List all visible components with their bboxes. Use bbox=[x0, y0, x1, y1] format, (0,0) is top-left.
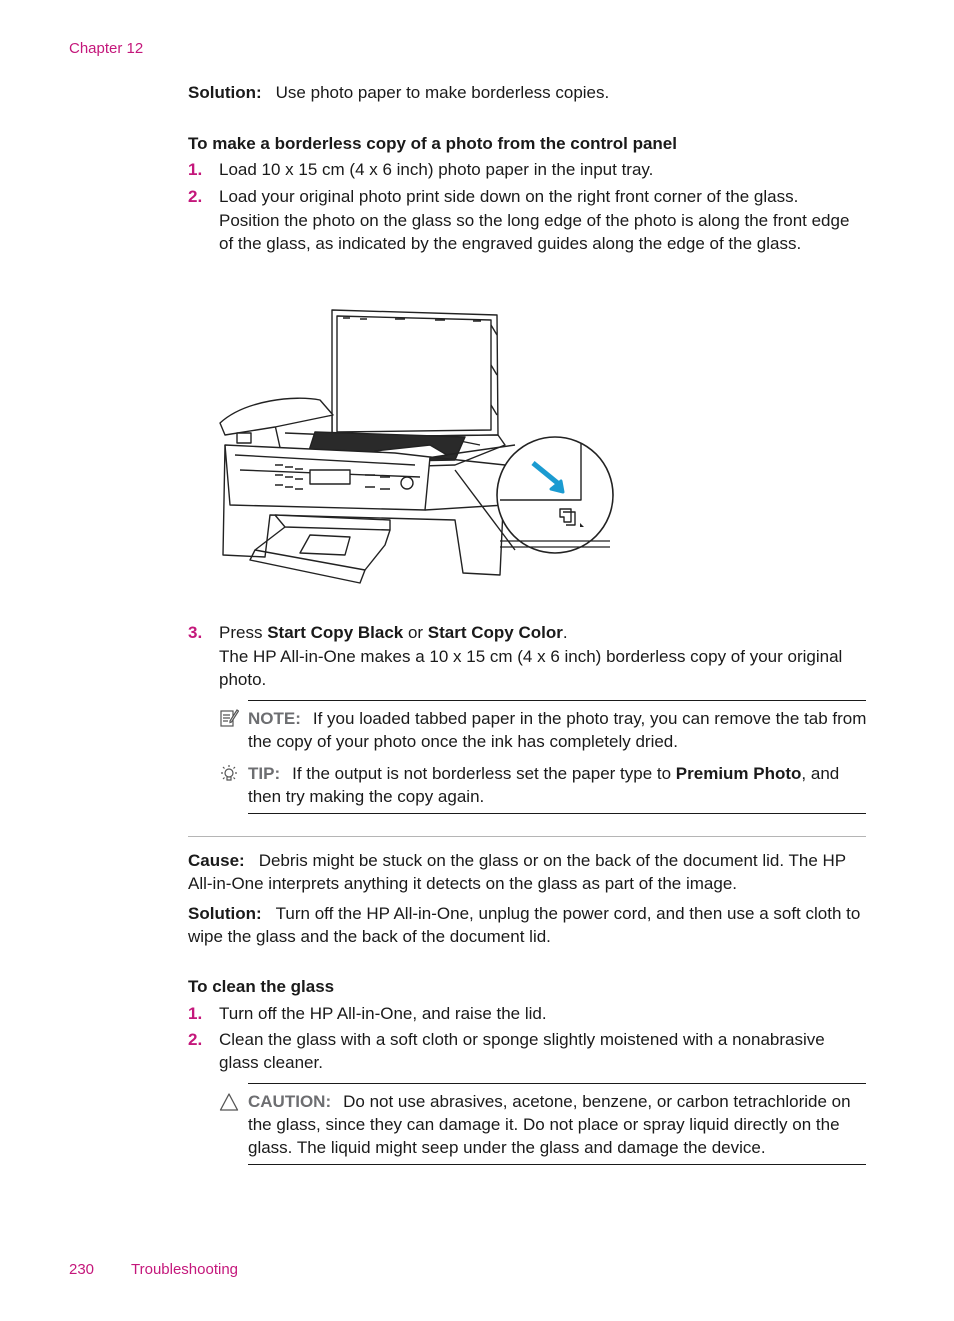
step-text: Turn off the HP All-in-One, and raise the lid. bbox=[219, 1004, 547, 1023]
step-text: Load 10 x 15 cm (4 x 6 inch) photo paper in the input tray. bbox=[219, 160, 654, 179]
caution-label: CAUTION: bbox=[248, 1092, 332, 1111]
note-top-rule bbox=[248, 700, 866, 701]
caution-bottom-rule bbox=[248, 1164, 866, 1165]
step-text: Load your original photo print side down on the right front corner of the glass. bbox=[219, 187, 799, 206]
printer-illustration bbox=[215, 305, 620, 590]
note-bottom-rule bbox=[248, 813, 866, 814]
start-copy-black-label: Start Copy Black bbox=[267, 623, 404, 642]
solution-label: Solution: bbox=[188, 904, 262, 923]
step-number: 1. bbox=[188, 160, 203, 179]
step-text: Press Start Copy Black or Start Copy Color. bbox=[219, 623, 568, 642]
note-label: NOTE: bbox=[248, 709, 301, 728]
step-detail: The HP All-in-One makes a 10 x 15 cm (4 x 6 inch) borderless copy of your original photo. bbox=[219, 647, 843, 689]
chapter-header: Chapter 12 bbox=[69, 40, 144, 57]
note-icon bbox=[219, 708, 239, 728]
step-number: 1. bbox=[188, 1004, 203, 1023]
lightbulb-icon bbox=[219, 764, 239, 784]
solution-text: Use photo paper to make borderless copies. bbox=[275, 83, 610, 102]
start-copy-color-label: Start Copy Color bbox=[427, 623, 563, 642]
premium-photo-label: Premium Photo bbox=[675, 764, 802, 783]
tip-label: TIP: bbox=[248, 764, 281, 783]
cause-paragraph: Cause: Debris might be stuck on the glass or on the back of the document lid. The HP All-in-One interprets anything it detects on the glass as part of the image. bbox=[188, 851, 846, 893]
step-detail: Position the photo on the glass so the long edge of the photo is along the front edge of the glass, as indicated by the engraved guides along the edge of the glass. bbox=[219, 211, 850, 253]
tip-text: TIP: If the output is not borderless set the paper type to Premium Photo, and then try making the copy again. bbox=[248, 764, 840, 806]
step-text: Clean the glass with a soft cloth or sponge slightly moistened with a nonabrasive glass cleaner. bbox=[219, 1030, 825, 1072]
page-number: 230 bbox=[69, 1261, 95, 1278]
footer-section-title: Troubleshooting bbox=[131, 1261, 239, 1278]
note-text: NOTE: If you loaded tabbed paper in the photo tray, you can remove the tab from the copy of your photo once the ink has completely dried. bbox=[248, 709, 867, 751]
cause-label: Cause: bbox=[188, 851, 245, 870]
caution-top-rule bbox=[248, 1083, 866, 1084]
procedure-heading: To clean the glass bbox=[188, 977, 335, 996]
solution-paragraph: Solution: Turn off the HP All-in-One, unplug the power cord, and then use a soft cloth to wipe the glass and the back of the document lid. bbox=[188, 904, 861, 946]
solution-paragraph bbox=[188, 81, 868, 104]
caution-text: CAUTION: Do not use abrasives, acetone, benzene, or carbon tetrachloride on the glass, since they can damage it. Do not place or spray liquid directly on the glass. The liquid might seep under the glass and damage the device. bbox=[248, 1092, 851, 1157]
step-number: 2. bbox=[188, 1030, 203, 1049]
section-divider bbox=[188, 836, 866, 837]
procedure-heading: To make a borderless copy of a photo from the control panel bbox=[188, 134, 677, 153]
solution-label: Solution: bbox=[188, 83, 262, 102]
step-number: 3. bbox=[188, 623, 203, 642]
warning-triangle-icon bbox=[219, 1092, 239, 1112]
step-number: 2. bbox=[188, 187, 203, 206]
